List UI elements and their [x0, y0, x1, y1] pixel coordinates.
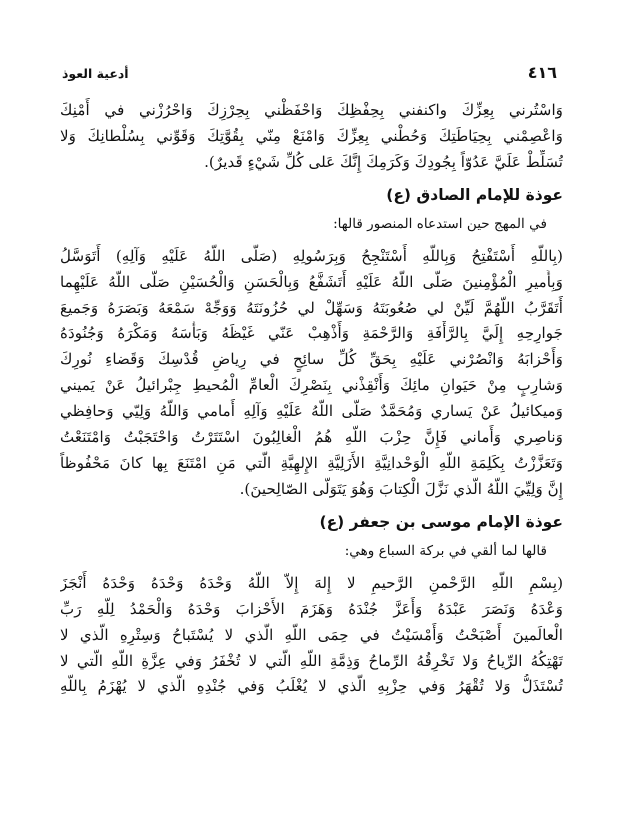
supplication-imam-musa: [60, 571, 563, 701]
page-header: [62, 63, 557, 84]
text-line: وَعْدَهُ وَنَصَرَ عَبْدَهُ وَأَعَزَّ جُنْدَهُ وَهَزَمَ الأَحْزابَ وَحْدَهُ وَالْحَمْدُ لِلّهِ رَبِّ: [60, 599, 563, 618]
text-line: تُسْتَذَلُّ وَلا تُقْهَرُ وَفي حِزْبِهِ الَّذي لا يُغْلَبُ وَفي جُنْدِهِ الَّذي لا يُهْزَمُ بِاللّهِ: [60, 677, 563, 696]
text-line: (بِسْمِ اللّهِ الرَّحْمنِ الرَّحيمِ لا إِلهَ إِلاّ اللّهُ وَحْدَهُ وَحْدَهُ وَحْدَهُ أَنْجَزَ: [60, 573, 563, 592]
section-heading-imam-musa: عوذة الإمام موسى بن جعفر (ع): [319, 512, 563, 531]
text-line: إِنَّ وَلِيِّيَ اللّهُ الَّذي نَزَّلَ الْكِتابَ وَهُوَ يَتَوَلَّى الصّالِحينَ).: [239, 479, 563, 498]
supplication-imam-sadiq: [60, 244, 563, 503]
text-line: وَاعْصِمْني بِحِيَاطَتِكَ وَحُطْني بِعِزِّكَ وَامْنَعْ مِنّي بِقُوَّتِكَ وَقَوِّني بِسُلْطانِكَ وَلا: [60, 126, 563, 145]
text-line: تَهْتِكُهُ الرِّياحُ وَلا تَخْرِقُهُ الرِّماحُ وَذِمَّةِ اللّهِ الَّتي لا تُخْفَرُ وَفي عِزَّةِ اللّهِ الَّتي لا: [60, 651, 563, 670]
text-line: وَتَعَزَّزْتُ بِكَلِمَةِ اللّهِ الْوَحْدانِيَّةِ الأَزَلِيَّةِ الإِلهِيَّةِ الَّتي مَنِ امْتَنَعَ بِها كانَ مَحْفُوظاً: [60, 453, 563, 472]
text-line: وَأَحْزابَهُ وَانْصُرْني عَلَيْهِ بِحَقِّ كُلِّ سائِحٍ في رِياضِ قُدْسِكَ وَقَضاءِ نُورِكَ: [60, 350, 563, 369]
running-title: أدعية العوذ: [62, 66, 129, 81]
page-number: ٤١٦: [527, 63, 557, 82]
text-line: وَاسْتُرني بِعِزِّكَ واكنفني بِحِفْظِكَ وَاحْفَظْني بِحِرْزِكَ وَاحْرُزْني في أَمْنِكَ: [60, 101, 563, 119]
text-line: وَميكائيلُ عَنْ يَساري وَمُحَمَّدٌ صَلَّى اللّهُ عَلَيْهِ وَآلِهِ أَمامي وَاللّهُ وَلِيّي وَحافِظي: [60, 402, 563, 421]
supplication-continuation: [60, 98, 563, 176]
text-line: جَوارِحِهِ إِلَيَّ بِالرَّأْفَةِ وَالرَّحْمَةِ وَأَذْهِبْ عَنّي غَيْظَهُ وَبَأْسَهُ وَمَكْرَهُ وَجُنُودَهُ: [60, 324, 563, 343]
section-intro-imam-musa: قالها لما ألقي في بركة السباع وهي:: [344, 542, 547, 559]
text-line: وَبِأَميرِ الْمُؤْمِنينَ صَلَّى اللّهُ عَلَيْهِ أَتَشَفَّعُ وَبِالْحَسَنِ وَالْحُسَيْنِ صَلَّى اللّهُ عَلَيْهِما: [60, 272, 563, 291]
section-intro-imam-sadiq: في المهج حين استدعاه المنصور قالها:: [333, 215, 547, 232]
body-text: [60, 98, 563, 700]
text-line: أَتَقَرَّبُ اللّهُمَّ لَيِّنْ لي صُعُوبَتَهُ وَسَهِّلْ لي حُزُونَتَهُ وَوَجِّهْ سَمْعَهُ وَبَصَرَهُ وَجَميعَ: [60, 298, 563, 317]
text-line: الْعالَمينَ أَصْبَحْتُ وَأَمْسَيْتُ في حِمَى اللّهِ الَّذي لا يُسْتَباحُ وَسِتْرِهِ الَّذي لا: [60, 625, 563, 644]
text-line: وَشارِبٍ مِنْ حَيَوانِ مائِكَ وَأَنْقِذْني بِنَصْرِكَ الْعامِّ الْمُحيطِ جِبْرائيلُ عَنْ يَميني: [60, 376, 563, 395]
text-line: تُسَلِّطْ عَلَيَّ عَدُوّاً بِجُودِكَ وَكَرَمِكَ إِنَّكَ عَلى كُلِّ شَيْءٍ قَديرٌ).: [204, 152, 563, 171]
section-heading-imam-sadiq: عوذة للإمام الصادق (ع): [386, 185, 563, 204]
text-line: (بِاللّهِ أَسْتَفْتِحُ وَبِاللّهِ أَسْتَنْجِحُ وَبِرَسُولِهِ (صَلَّى اللّهُ عَلَيْهِ وَآلِهِ) أَتَوَسَّلُ: [60, 246, 563, 265]
text-line: وَناصِري وَأَماني فَإِنَّ حِزْبَ اللّهِ هُمُ الْغالِبُونَ اسْتَتَرْتُ وَاحْتَجَبْتُ وَامْتَنَعْتُ: [60, 428, 563, 447]
